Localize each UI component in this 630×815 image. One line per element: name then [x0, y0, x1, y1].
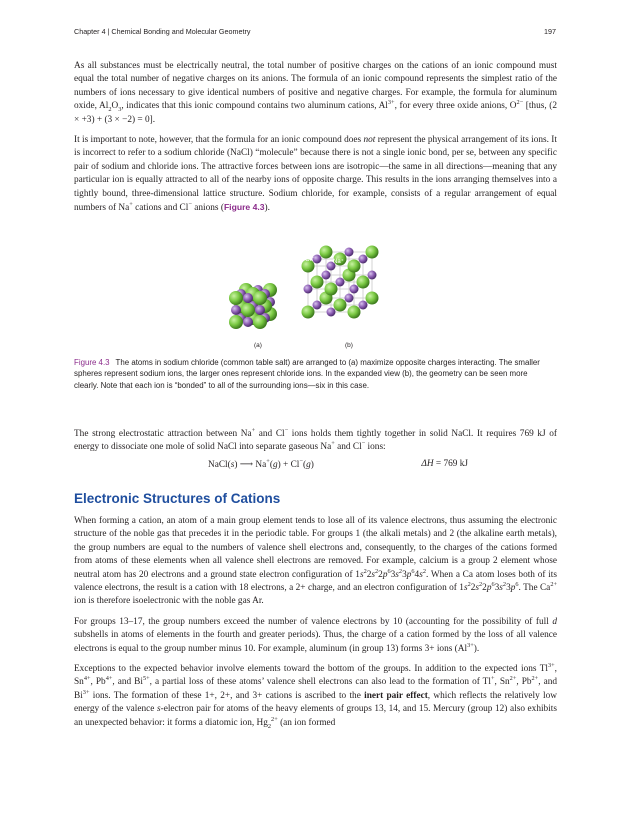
nacl-lattice-illustration	[222, 236, 422, 351]
sodium-ion	[345, 294, 354, 303]
chloride-ion	[241, 303, 255, 317]
chloride-ion	[253, 291, 267, 305]
chloride-label: Cl⁻	[305, 256, 315, 263]
paragraph-lattice: It is important to note, however, that the formula for an ionic compound does not represent the physical arrangement of its ions. It is incorrect to refer to a sodium chloride (NaCl) “molecule” because there is not a single ionic bond, per se, between any specific pair of sodium and chloride ions. The attractive forces between ions are isotropic—the same in all directions—meaning that any particular ion is equally attracted to all of the nearby ions of opposite charge. This results in the ions arranging themselves into a tightly bound, three-dimensional lattice structure. Sodium chloride, for example, consists of a regular arrangement of equal numbers of Na+ cations and Cl− anions (Figure 4.3).	[74, 135, 557, 214]
section-heading: Electronic Structures of Cations	[74, 491, 281, 506]
chloride-ion	[366, 292, 379, 305]
caption-text: The atoms in sodium chloride (common table salt) are arranged to (a) maximize opposite charges interacting. The smaller spheres represent sodium ions, the larger ones represent chloride ions. In the expanded view (b), the geometry can be seen more clearly. Note that each ion is “bonded” to all of the surrounding ions—six in this case.	[74, 358, 540, 390]
equation-enthalpy: ΔH = 769 kJ	[421, 459, 468, 469]
sodium-ion	[336, 278, 345, 287]
sodium-ion	[350, 285, 359, 294]
sodium-ion	[359, 301, 368, 310]
label-b: (b)	[345, 342, 353, 349]
paragraph-dissociation: The strong electrostatic attraction between Na+ and Cl− ions holds them tightly together in solid NaCl. It requires 769 kJ of energy to dissociate one mole of solid NaCl into separate gaseous Na+ and Cl− ions:	[74, 426, 557, 453]
chloride-ion	[348, 306, 361, 319]
sodium-ion	[243, 317, 253, 327]
sodium-ion	[368, 271, 377, 280]
sodium-ion	[243, 293, 253, 303]
sodium-ion	[359, 255, 368, 264]
paragraph-inert-pair: Exceptions to the expected behavior involve elements toward the bottom of the groups. In addition to the expected ions $Tl^{3+}$, $Sn^{4+}$, $Pb^{4+}$, and $Bi^{5+}$, a partial loss of these atoms’ valence shell electrons can also lead to the formation of Tl+, $Sn^{2+}$, $Pb^{2+}$, and $Bi^{3+}$ ions. The formation of these 1+, 2+, and 3+ cations is ascribed to the inert pair effect, which reflects the relatively low energy of the valence s-electron pair for atoms of the heavy elements of groups 13, 14, and 15. Mercury (group 12) also exhibits an unexpected behavior: it forms a diatomic ion, $Hg_2^{2+}$ (an ion formed	[74, 661, 557, 730]
chloride-ion	[229, 291, 243, 305]
figure-caption	[74, 357, 552, 391]
inert-pair-term: inert pair effect	[364, 690, 428, 701]
chloride-ion	[325, 283, 338, 296]
chloride-ion	[253, 315, 267, 329]
cation-paragraphs	[74, 515, 557, 737]
figure-4-3-link[interactable]: Figure 4.3	[223, 202, 265, 213]
chloride-ion	[348, 260, 361, 273]
nacl-lattice-figure	[222, 236, 422, 351]
chloride-ion	[229, 315, 243, 329]
dissociation-equation	[208, 459, 468, 470]
sodium-ion	[327, 308, 336, 317]
chloride-ion	[302, 306, 315, 319]
sodium-ion	[255, 305, 265, 315]
paragraph-groups-13-17: For groups 13–17, the group numbers exceed the number of valence electrons by 10 (accounting for the possibility of full d subshells in atoms of elements in the fourth and greater periods). Thus, the charge of a cation formed by the loss of all valence electrons is equal to the group number minus 10. For example, aluminum (in group 13) forms 3+ ions $(Al^{3+})$.	[74, 616, 557, 654]
chloride-ion	[334, 299, 347, 312]
paragraph-aluminum-oxide: As all substances must be electrically neutral, the total number of positive charges on the cations of an ionic compound must equal the total number of negative charges on its anions. The formula of an ionic compound represents the simplest ratio of the numbers of ions necessary to give identical numbers of positive and negative charges. For example, the formula for aluminum oxide, $Al_2O_3$, indicates that this ionic compound contains two aluminum cations, $Al^{3+}$, for every three oxide anions, $O^{2-}$ [thus, (2 × +3) + (3 × −2) = 0].	[74, 61, 558, 125]
sodium-ion	[313, 301, 322, 310]
paragraph-main-group-cations: When forming a cation, an atom of a main group element tends to lose all of its valence electrons, thus assuming the electronic structure of the noble gas that precedes it in the periodic table. For groups 1 (the alkali metals) and 2 (the alkaline earth metals), the group numbers are equal to the numbers of valence shell electrons and, consequently, to the charges of the cations formed from atoms of these elements when all valence shell electrons are removed. For example, calcium is a group 2 element whose neutral atom has 20 electrons and a ground state electron configuration of $1s^22s^22p^63s^23p^64s^2$. When a Ca atom loses both of its valence electrons, the result is a cation with 18 electrons, a 2+ charge, and an electron configuration of $1s^22s^22p^63s^23p^6$. The $Ca^{2+}$ ion is therefore isoelectronic with the noble gas Ar.	[74, 516, 558, 607]
compact-lattice-a	[229, 283, 277, 329]
sodium-label: Na⁺	[333, 259, 344, 265]
sodium-ion	[345, 248, 354, 257]
sodium-ion	[304, 285, 313, 294]
chloride-ion	[357, 276, 370, 289]
label-a: (a)	[254, 342, 262, 349]
intro-paragraphs	[74, 60, 557, 222]
sodium-ion	[322, 271, 331, 280]
running-head	[74, 27, 556, 36]
chloride-ion	[366, 246, 379, 259]
chloride-ion	[320, 246, 333, 259]
page-number: 197	[544, 27, 556, 36]
chapter-title: Chapter 4 | Chemical Bonding and Molecular Geometry	[74, 27, 251, 36]
equation-reaction: NaCl(s) ⟶ Na+(g) + Cl−(g)	[208, 457, 314, 470]
sodium-ion	[231, 305, 241, 315]
chloride-ion	[311, 276, 324, 289]
caption-label: Figure 4.3	[74, 358, 110, 367]
